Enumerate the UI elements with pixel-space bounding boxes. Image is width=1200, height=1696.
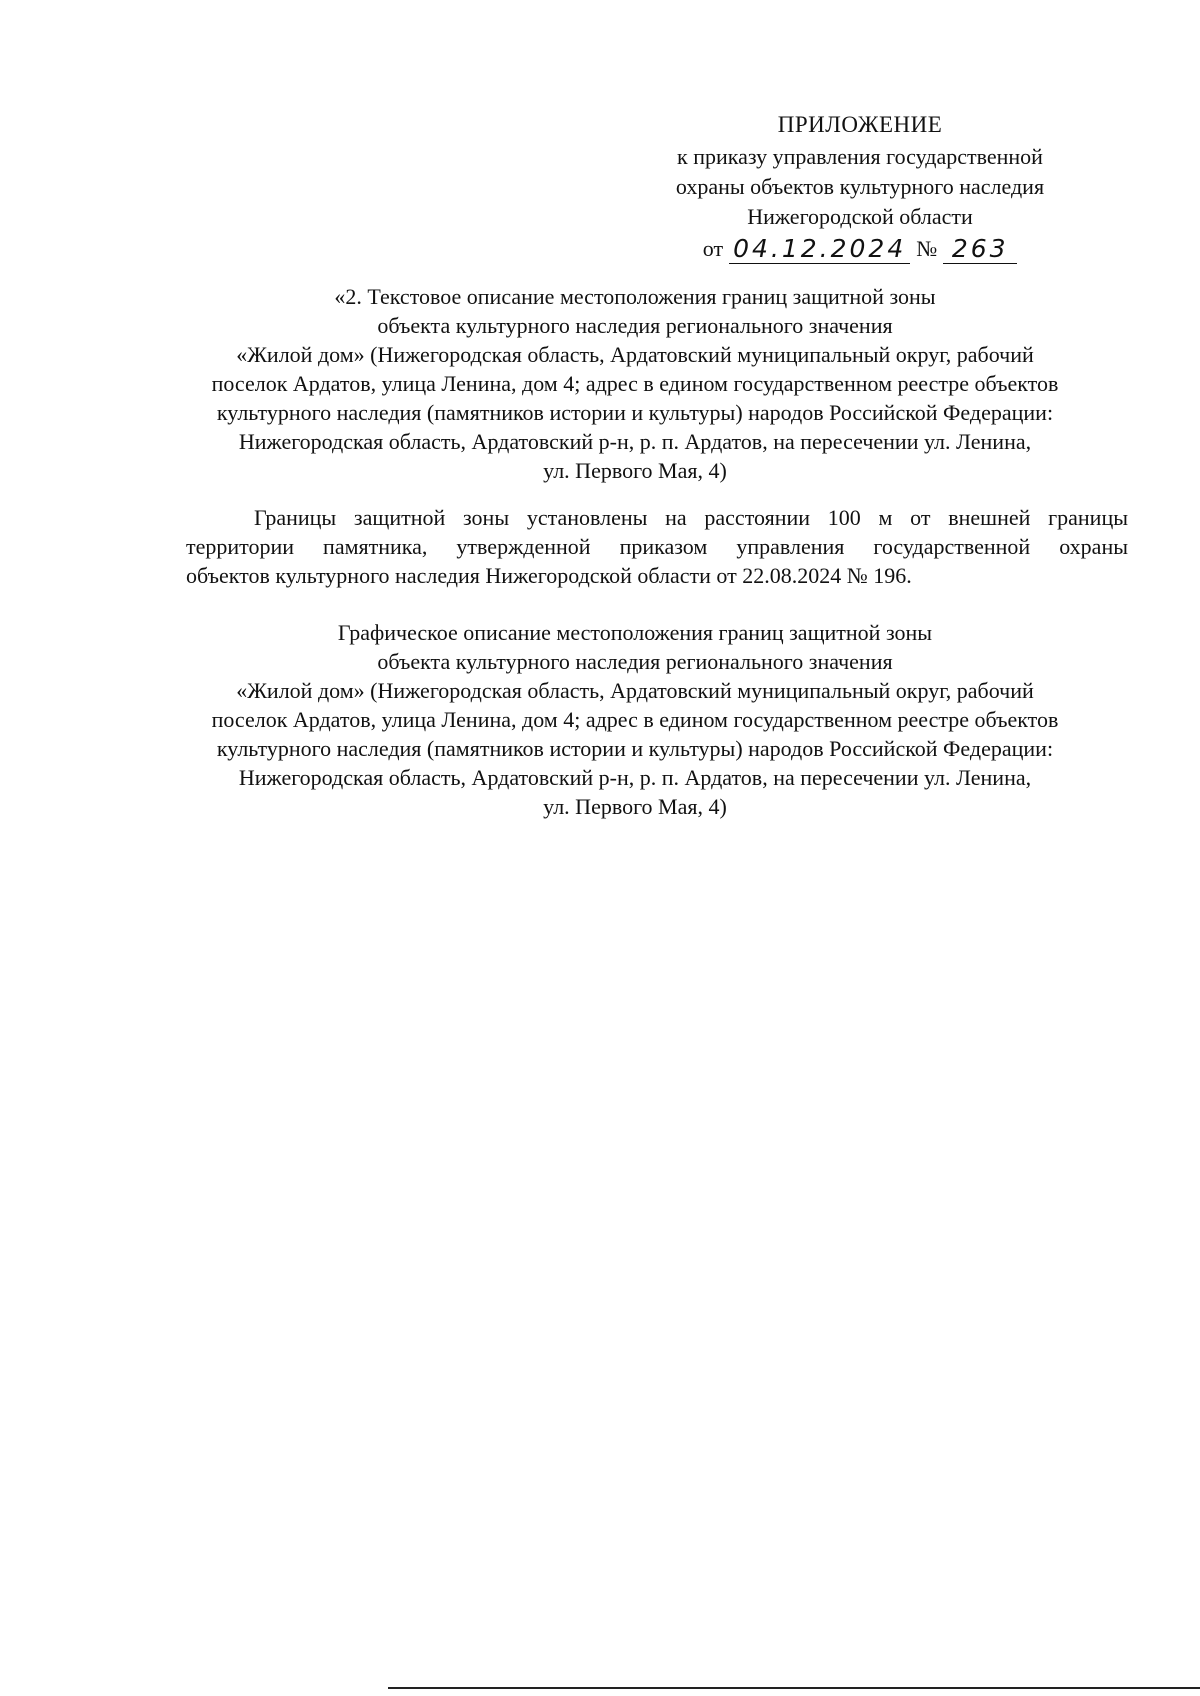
order-reference <box>640 234 1080 264</box>
order-from-label: от <box>702 236 724 261</box>
heading-line: объекта культурного наследия регионального значения <box>377 313 893 338</box>
paragraph-line: территории памятника, утвержденной приказом управления государственной охраны <box>186 534 1128 559</box>
heading-line: Нижегородская область, Ардатовский р-н, р. п. Ардатов, на пересечении ул. Ленина, <box>238 429 1032 454</box>
heading-line: Нижегородская область, Ардатовский р-н, р. п. Ардатов, на пересечении ул. Ленина, <box>238 765 1032 790</box>
paragraph-line: Границы защитной зоны установлены на расстоянии 100 м от внешней границы <box>254 505 1128 530</box>
text-description-heading <box>170 282 1100 485</box>
appendix-line-2: охраны объектов культурного наследия <box>675 174 1045 199</box>
heading-line: ул. Первого Мая, 4) <box>543 794 727 819</box>
boundary-paragraph <box>186 503 1128 590</box>
heading-line: культурного наследия (памятников истории и культуры) народов Российской Федерации: <box>216 736 1054 761</box>
graphic-description-heading <box>170 618 1100 821</box>
appendix-title: ПРИЛОЖЕНИЕ <box>777 112 943 137</box>
paragraph-line: объектов культурного наследия Нижегородской области от 22.08.2024 № 196. <box>186 563 912 588</box>
appendix-header <box>640 110 1080 264</box>
heading-line: поселок Ардатов, улица Ленина, дом 4; адрес в едином государственном реестре объектов <box>211 707 1059 732</box>
heading-line: «Жилой дом» (Нижегородская область, Ардатовский муниципальный округ, рабочий <box>236 678 1034 703</box>
heading-line: «2. Текстовое описание местоположения границ защитной зоны <box>334 284 936 309</box>
heading-line: Графическое описание местоположения границ защитной зоны <box>337 620 933 645</box>
footer-rule <box>388 1687 1200 1689</box>
heading-line: объекта культурного наследия регионального значения <box>377 649 893 674</box>
heading-line: ул. Первого Мая, 4) <box>543 458 727 483</box>
heading-line: «Жилой дом» (Нижегородская область, Ардатовский муниципальный округ, рабочий <box>236 342 1034 367</box>
order-date: 04.12.2024 <box>729 235 910 264</box>
appendix-line-1: к приказу управления государственной <box>677 144 1043 169</box>
order-number: 263 <box>943 235 1017 264</box>
order-number-label: № <box>916 236 938 261</box>
heading-line: культурного наследия (памятников истории и культуры) народов Российской Федерации: <box>216 400 1054 425</box>
heading-line: поселок Ардатов, улица Ленина, дом 4; адрес в едином государственном реестре объектов <box>211 371 1059 396</box>
appendix-line-3: Нижегородской области <box>747 204 973 229</box>
